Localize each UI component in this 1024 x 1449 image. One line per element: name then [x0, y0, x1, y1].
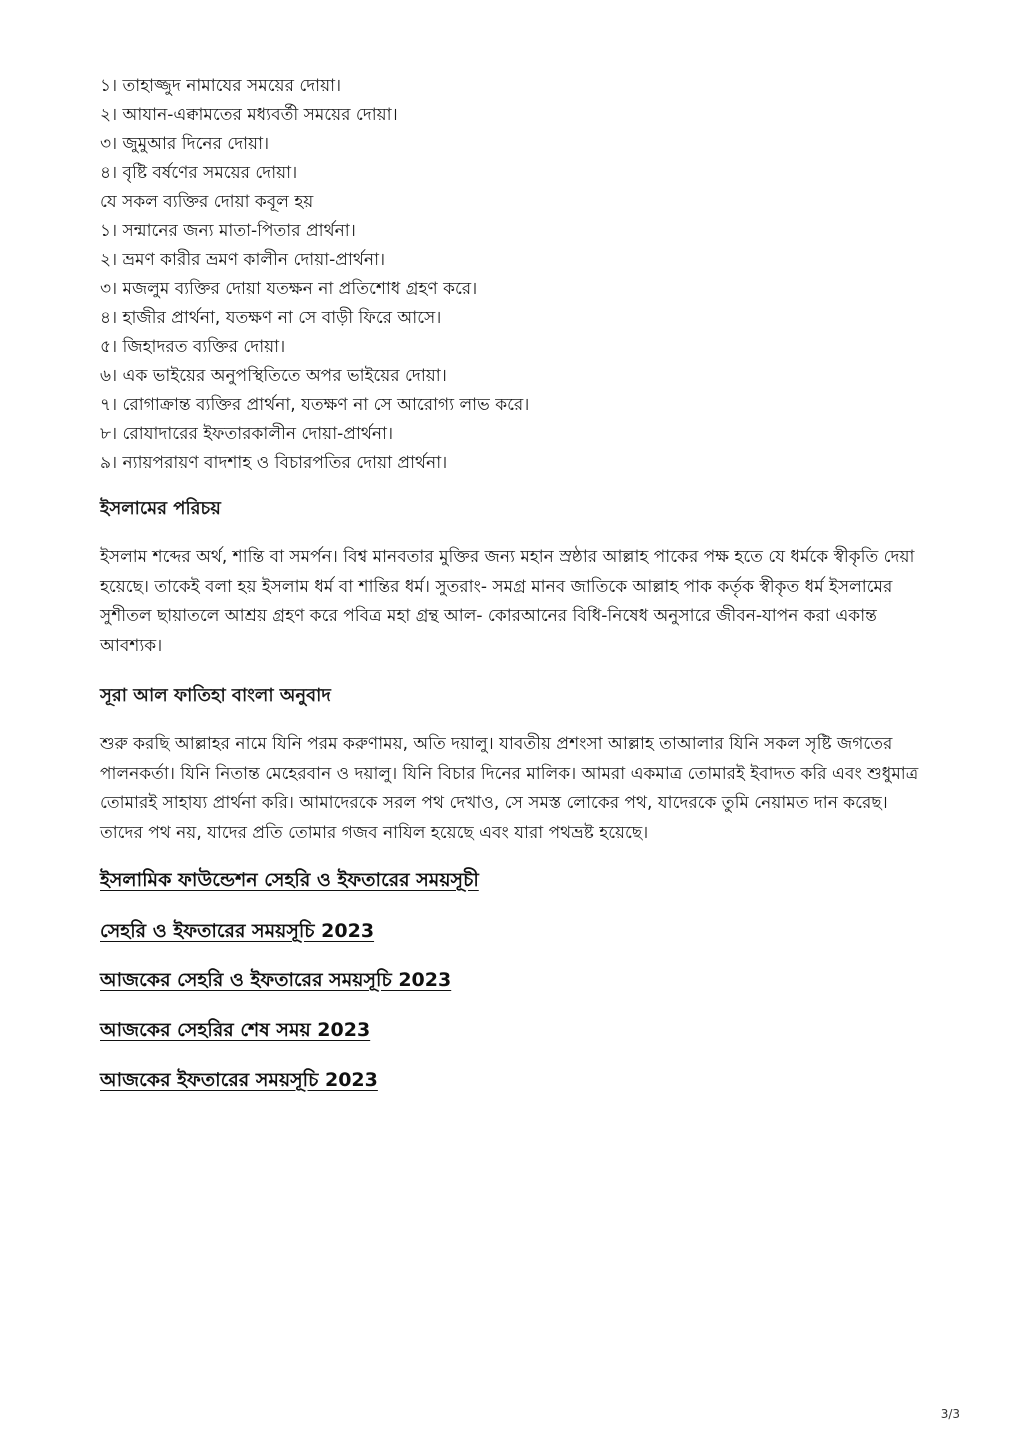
- list-item: ২। ভ্রমণ কারীর ভ্রমণ কালীন দোয়া-প্রার্থনা।: [100, 250, 386, 270]
- list-item: ৯। ন্যায়পরায়ণ বাদশাহ ও বিচারপতির দোয়া প্রার্থনা।: [100, 453, 448, 473]
- list-item: ৪। হাজীর প্রার্থনা, যতক্ষণ না সে বাড়ী ফিরে আসে।: [100, 308, 442, 328]
- list-item: ৫। জিহাদরত ব্যক্তির দোয়া।: [100, 337, 286, 357]
- dua-list: [100, 72, 940, 478]
- islam-intro-heading: ইসলামের পরিচয়: [100, 498, 221, 519]
- link-today-sehri-iftar-schedule[interactable]: আজকের সেহরি ও ইফতারের সময়সূচি 2023: [100, 969, 452, 991]
- list-item: ৪। বৃষ্টি বর্ষণের সময়ের দোয়া।: [100, 163, 298, 183]
- list-item: ১। তাহাজ্জুদ নামাযের সময়ের দোয়া।: [100, 76, 342, 96]
- link-islamic-foundation-schedule[interactable]: ইসলামিক ফাউন্ডেশন সেহরি ও ইফতারের সময়সূচী: [100, 869, 479, 891]
- list-subheading: যে সকল ব্যক্তির দোয়া কবূল হয়: [100, 192, 314, 212]
- page-number: 3/3: [940, 1407, 960, 1421]
- list-item: ২। আযান-এক্বামতের মধ্যবর্তী সময়ের দোয়া।: [100, 105, 398, 125]
- link-sehri-iftar-schedule[interactable]: সেহরি ও ইফতারের সময়সূচি 2023: [100, 920, 375, 942]
- list-item: ৩। জুমুআর দিনের দোয়া।: [100, 134, 270, 154]
- link-today-sehri-end-time[interactable]: আজকের সেহরির শেষ সময় 2023: [100, 1019, 371, 1041]
- list-item: ৮। রোযাদারের ইফতারকালীন দোয়া-প্রার্থনা।: [100, 424, 394, 444]
- list-item: ৩। মজলুম ব্যক্তির দোয়া যতক্ষন না প্রতিশোধ গ্রহণ করে।: [100, 279, 478, 299]
- fatiha-paragraph: শুরু করছি আল্লাহর নামে যিনি পরম করুণাময়, অতি দয়ালু। যাবতীয় প্রশংসা আল্লাহ তাআলার যিনি সকল সৃষ্টি জগতের পালনকর্তা। যিনি নিতান্ত মেহেরবান ও দয়ালু। যিনি বিচার দিনের মালিক। আমরা একমাত্র তোমারই ইবাদত করি এবং শুধুমাত্র তোমারই সাহায্য প্রার্থনা করি। আমাদেরকে সরল পথ দেখাও, সে সমস্ত লোকের পথ, যাদেরকে তুমি নেয়ামত দান করেছ। তাদের পথ নয়, যাদের প্রতি তোমার গজব নাযিল হয়েছে এবং যারা পথভ্রষ্ট হয়েছে।: [100, 734, 919, 843]
- islam-intro-paragraph: ইসলাম শব্দের অর্থ, শান্তি বা সমর্পন। বিশ্ব মানবতার মুক্তির জন্য মহান স্রষ্ঠার আল্লাহ পাকের পক্ষ হতে যে ধর্মকে স্বীকৃতি দেয়া হয়েছে। তাকেই বলা হয় ইসলাম ধর্ম বা শান্তির ধর্ম। সুতরাং- সমগ্র মানব জাতিকে আল্লাহ পাক কর্তৃক স্বীকৃত ধর্ম ইসলামের সুশীতল ছায়াতলে আশ্রয় গ্রহণ করে পবিত্র মহা গ্রন্থ আল- কোরআনের বিধি-নিষেধ অনুসারে জীবন-যাপন করা একান্ত আবশ্যক।: [100, 547, 915, 656]
- list-item: ৭। রোগাক্রান্ত ব্যক্তির প্রার্থনা, যতক্ষণ না সে আরোগ্য লাভ করে।: [100, 395, 530, 415]
- list-item: ১। সন্মানের জন্য মাতা-পিতার প্রার্থনা।: [100, 221, 356, 241]
- fatiha-heading: সূরা আল ফাতিহা বাংলা অনুবাদ: [100, 685, 331, 706]
- list-item: ৬। এক ভাইয়ের অনুপস্থিতিতে অপর ভাইয়ের দোয়া।: [100, 366, 447, 386]
- link-today-iftar-schedule[interactable]: আজকের ইফতারের সময়সূচি 2023: [100, 1069, 378, 1091]
